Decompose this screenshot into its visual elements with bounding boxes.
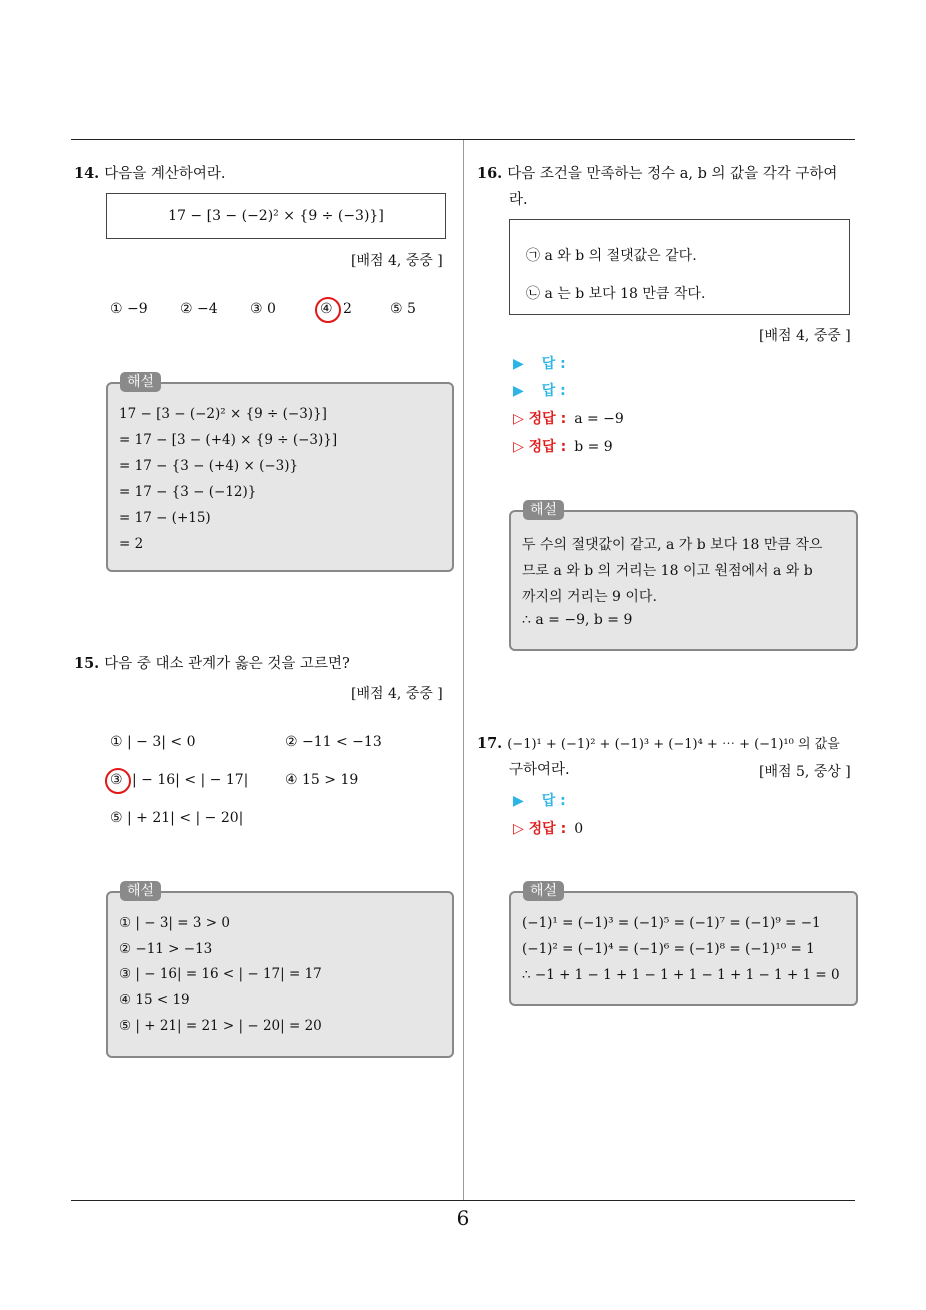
q14-expression: 17 − [3 − (−2)² × {9 ÷ (−3)}] [168,208,384,224]
q15-choice-3-mark[interactable]: ③ [110,772,123,788]
q14-solution-line-3: = 17 − {3 − (+4) × (−3)} [119,458,299,474]
q16-solution-line-1: 두 수의 절댓값이 같고, a 가 b 보다 18 만큼 작으 [522,537,823,553]
q14-choice-1[interactable]: ① −9 [110,301,148,317]
q16-solution-line-2: 므로 a 와 b 의 거리는 18 이고 원점에서 a 와 b [522,563,813,579]
q17-number: 17. [477,735,503,752]
q16-number: 16. [477,165,503,182]
q16-header [477,161,837,187]
q16-text-line-1: 다음 조건을 만족하는 정수 a, b 의 값을 각각 구하여 [507,166,838,182]
q14-header [74,161,226,187]
q14-solution-line-5: = 17 − (+15) [119,510,211,526]
q15-choice-1[interactable]: ① | − 3| < 0 [110,734,196,750]
q14-solution-box [106,374,454,572]
q15-choice-4[interactable]: ④ 15 > 19 [285,772,359,788]
q16-answer-2[interactable] [513,380,566,400]
q14-solution-tag: 해설 [120,372,161,392]
q16-solution-tag: 해설 [523,500,564,520]
q17-solution-line-2: (−1)² = (−1)⁴ = (−1)⁶ = (−1)⁸ = (−1)¹⁰ = 1 [522,941,815,957]
q17-solution-line-1: (−1)¹ = (−1)³ = (−1)⁵ = (−1)⁷ = (−1)⁹ = −1 [522,915,821,931]
q17-solution-tag: 해설 [523,881,564,901]
q14-choice-4-mark[interactable]: ④ [320,301,333,317]
q15-solution-line-4: ④ 15 < 19 [119,992,190,1008]
q15-choice-2[interactable]: ② −11 < −13 [285,734,382,750]
q16-correct-2-label: 정답 : [528,439,567,455]
q15-solution-line-1: ① | − 3| = 3 > 0 [119,915,230,931]
q16-correct-1 [513,408,624,428]
q14-choice-5[interactable]: ⑤ 5 [390,301,416,317]
q17-text-line-1: (−1)¹ + (−1)² + (−1)³ + (−1)⁴ + ⋯ + (−1)¹⁰ 의 값을 [507,737,840,752]
q16-answer-2-arrow-icon: ▶ [513,383,524,399]
q15-solution-line-2: ② −11 > −13 [119,941,213,957]
q15-number: 15. [74,655,100,672]
q14-number: 14. [74,165,100,182]
q17-solution-line-3: ∴ −1 + 1 − 1 + 1 − 1 + 1 − 1 + 1 − 1 + 1 = 0 [522,967,840,983]
q14-choice-4-value: 2 [343,301,352,317]
q15-choice-3-value: | − 16| < | − 17| [132,772,249,788]
q16-solution-box [509,502,858,651]
page-number: 6 [456,1206,470,1230]
q16-score: [배점 4, 중중 ] [759,328,851,344]
q17-text-line-2: 구하여라. [509,762,570,778]
q14-expression-box [106,193,446,239]
q17-correct-arrow-icon: ▷ [513,821,524,837]
q16-correct-1-value: a = −9 [574,411,624,427]
q16-correct-2 [513,436,613,456]
q17-answer-arrow-icon: ▶ [513,793,524,809]
q14-choice-3[interactable]: ③ 0 [250,301,276,317]
q17-correct [513,818,583,838]
q14-solution-line-2: = 17 − [3 − (+4) × {9 ÷ (−3)}] [119,432,338,448]
q17-correct-label: 정답 : [528,821,567,837]
q17-answer-label: 답 : [541,793,566,809]
q16-answer-1-arrow-icon: ▶ [513,356,524,372]
q15-choice-5[interactable]: ⑤ | + 21| < | − 20| [110,810,244,826]
q17-solution-box [509,883,858,1006]
q16-answer-2-label: 답 : [541,383,566,399]
q16-answer-1[interactable] [513,353,566,373]
q15-solution-line-3: ③ | − 16| = 16 < | − 17| = 17 [119,966,322,982]
q17-header [477,731,840,758]
q16-correct-1-label: 정답 : [528,411,567,427]
q15-score: [배점 4, 중중 ] [351,686,443,702]
q14-solution-line-1: 17 − [3 − (−2)² × {9 ÷ (−3)}] [119,406,327,422]
q16-correct-2-value: b = 9 [574,439,613,455]
q17-score: [배점 5, 중상 ] [759,764,851,780]
q15-solution-box [106,883,454,1058]
q15-text: 다음 중 대소 관계가 옳은 것을 고르면? [104,656,350,672]
q17-answer[interactable] [513,790,566,810]
column-divider [463,140,464,1201]
q15-solution-tag: 해설 [120,881,161,901]
q14-text: 다음을 계산하여라. [104,166,226,182]
q14-choice-2[interactable]: ② −4 [180,301,218,317]
q16-correct-1-arrow-icon: ▷ [513,411,524,427]
q15-header [74,651,350,677]
q16-conditions-box [509,219,850,315]
q16-text-line-2: 라. [509,192,528,208]
q16-solution-line-3: 까지의 거리는 9 이다. [522,589,657,605]
bottom-rule [71,1200,855,1201]
q14-solution-line-6: = 2 [119,536,144,552]
q16-solution-line-4: ∴ a = −9, b = 9 [522,612,633,628]
q16-condition-1: ㉠ a 와 b 의 절댓값은 같다. [526,248,697,264]
q14-solution-line-4: = 17 − {3 − (−12)} [119,484,257,500]
q15-solution-line-5: ⑤ | + 21| = 21 > | − 20| = 20 [119,1018,322,1034]
q16-condition-2: ㉡ a 는 b 보다 18 만큼 작다. [526,286,706,302]
q16-answer-1-label: 답 : [541,356,566,372]
q16-correct-2-arrow-icon: ▷ [513,439,524,455]
q14-score: [배점 4, 중중 ] [351,253,443,269]
q17-correct-value: 0 [574,821,584,837]
